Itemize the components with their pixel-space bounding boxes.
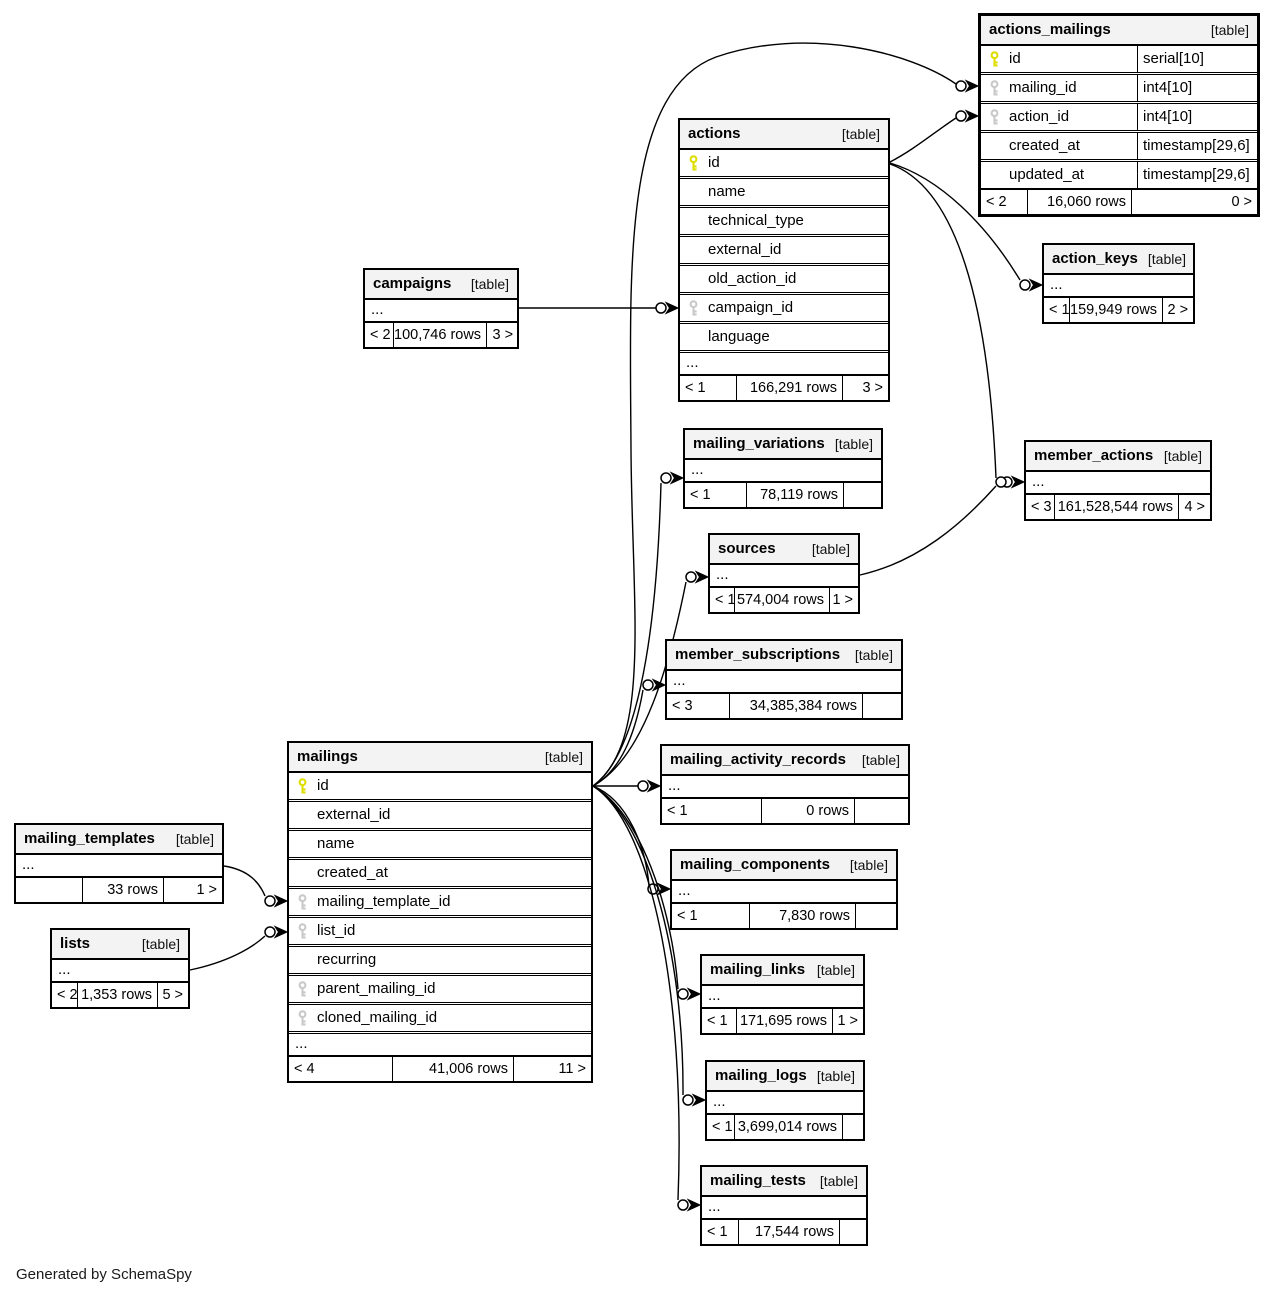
primary-key-icon bbox=[981, 46, 1007, 72]
footer-children-count bbox=[843, 1115, 863, 1139]
column-type: int4[10] bbox=[1137, 104, 1257, 130]
table-header-mailing_links[interactable] bbox=[702, 956, 863, 986]
column-type: int4[10] bbox=[1137, 75, 1257, 101]
column-name: created_at bbox=[1009, 137, 1080, 154]
ellipsis-row: ... bbox=[1050, 276, 1063, 293]
table-header-mailing_components[interactable] bbox=[672, 851, 896, 881]
column-row-id bbox=[289, 773, 591, 799]
table-footer bbox=[981, 188, 1257, 214]
column-row-name bbox=[289, 828, 591, 857]
ellipsis-row: ... bbox=[289, 1031, 591, 1055]
table-tag: [table] bbox=[1163, 448, 1202, 464]
column-row-campaign_id bbox=[680, 292, 888, 321]
table-footer bbox=[1044, 296, 1193, 322]
footer-children-count: 5 > bbox=[162, 987, 183, 1003]
table-header-sources[interactable] bbox=[710, 535, 858, 565]
footer-parents-count: < 3 bbox=[1026, 495, 1055, 519]
footer-children-count bbox=[840, 1220, 866, 1244]
column-row-id bbox=[981, 46, 1257, 72]
footer-parents-count: < 1 bbox=[710, 588, 735, 612]
key-spacer bbox=[981, 162, 1007, 188]
table-header-lists[interactable] bbox=[52, 930, 188, 960]
ellipsis-row: ... bbox=[22, 856, 35, 873]
footer-children-count: 2 > bbox=[1167, 302, 1189, 318]
footer-row-count: 7,830 rows bbox=[750, 904, 856, 928]
table-footer bbox=[365, 321, 517, 347]
footer-row-count: 17,544 rows bbox=[739, 1220, 840, 1244]
footer-children-count: 4 > bbox=[1184, 499, 1205, 515]
footer-children-count bbox=[856, 904, 896, 928]
column-type: timestamp[29,6] bbox=[1137, 133, 1257, 159]
footer-parents-count: < 1 bbox=[680, 376, 737, 400]
footer-row-count: 161,528,544 rows bbox=[1055, 495, 1179, 519]
footer-parents-count: < 2 bbox=[52, 983, 78, 1007]
column-name: action_id bbox=[1009, 108, 1070, 125]
table-footer bbox=[16, 876, 222, 902]
footer-children-count bbox=[855, 799, 908, 823]
column-name: external_id bbox=[317, 806, 391, 823]
table-tag: [table] bbox=[141, 936, 180, 952]
footer-row-count: 78,119 rows bbox=[747, 483, 844, 507]
column-name: mailing_id bbox=[1009, 79, 1077, 96]
edge-mailings.id--mailing_variations bbox=[593, 473, 683, 787]
footer-parents-count: < 4 bbox=[289, 1057, 393, 1081]
table-footer bbox=[680, 374, 888, 400]
key-spacer bbox=[680, 237, 706, 263]
column-name: list_id bbox=[317, 922, 356, 939]
column-row-language bbox=[680, 321, 888, 350]
table-name: lists bbox=[60, 935, 91, 952]
edge-mailings.id--member_subscriptions bbox=[593, 680, 665, 787]
ellipsis-row: ... bbox=[691, 461, 704, 478]
table-footer bbox=[707, 1113, 863, 1139]
table-mailing_tests[interactable] bbox=[700, 1165, 868, 1246]
foreign-key-icon bbox=[289, 976, 315, 1002]
footer-row-count: 3,699,014 rows bbox=[735, 1115, 843, 1139]
foreign-key-icon bbox=[680, 295, 706, 321]
table-footer bbox=[1026, 493, 1210, 519]
column-row-list_id bbox=[289, 915, 591, 944]
column-name: name bbox=[708, 183, 746, 200]
key-spacer bbox=[680, 266, 706, 292]
footer-children-count: 1 > bbox=[837, 1013, 858, 1029]
edge-campaigns--actions.campaign_id bbox=[519, 303, 678, 314]
column-name: created_at bbox=[317, 864, 388, 881]
table-action_keys[interactable] bbox=[1042, 243, 1195, 324]
table-name: mailing_variations bbox=[693, 435, 825, 452]
table-tag: [table] bbox=[841, 126, 880, 142]
primary-key-icon bbox=[289, 773, 315, 799]
footer-parents-count: < 1 bbox=[702, 1220, 739, 1244]
footer-row-count: 1,353 rows bbox=[78, 983, 158, 1007]
ellipsis-row: ... bbox=[1032, 473, 1045, 490]
edge-mailing_templates--mailings.mailing_template_id bbox=[224, 866, 287, 907]
table-header-mailing_tests[interactable] bbox=[702, 1167, 866, 1197]
column-row-technical_type bbox=[680, 205, 888, 234]
table-name: action_keys bbox=[1052, 250, 1138, 267]
column-type: timestamp[29,6] bbox=[1137, 162, 1257, 188]
column-row-external_id bbox=[680, 234, 888, 263]
table-footer bbox=[667, 692, 901, 718]
table-header-member_actions[interactable] bbox=[1026, 442, 1210, 472]
table-name: mailing_tests bbox=[710, 1172, 806, 1189]
footer-children-count: 1 > bbox=[832, 592, 853, 608]
table-header-actions[interactable] bbox=[680, 120, 888, 150]
footer-row-count: 166,291 rows bbox=[737, 376, 843, 400]
table-name: mailing_templates bbox=[24, 830, 155, 847]
column-name: updated_at bbox=[1009, 166, 1085, 183]
table-header-campaigns[interactable] bbox=[365, 270, 517, 300]
key-spacer bbox=[680, 179, 706, 205]
key-spacer bbox=[289, 947, 315, 973]
edge-mailings.id--mailing_activity_records bbox=[593, 781, 660, 792]
column-name: campaign_id bbox=[708, 299, 794, 316]
primary-key-icon bbox=[680, 150, 706, 176]
edge-mailings.id--mailing_logs bbox=[593, 786, 705, 1106]
table-footer bbox=[710, 586, 858, 612]
ellipsis-row: ... bbox=[58, 961, 71, 978]
key-spacer bbox=[289, 802, 315, 828]
column-row-external_id bbox=[289, 799, 591, 828]
footer-parents-count: < 1 bbox=[1044, 298, 1070, 322]
generated-by-note: Generated by SchemaSpy bbox=[16, 1266, 192, 1283]
table-tag: [table] bbox=[819, 1173, 858, 1189]
table-tag: [table] bbox=[849, 857, 888, 873]
foreign-key-icon bbox=[981, 75, 1007, 101]
table-footer bbox=[672, 902, 896, 928]
table-header-mailings[interactable] bbox=[289, 743, 591, 773]
table-footer bbox=[702, 1007, 863, 1033]
key-spacer bbox=[680, 324, 706, 350]
table-header-actions_mailings[interactable] bbox=[981, 16, 1257, 46]
footer-parents-count: < 1 bbox=[702, 1009, 737, 1033]
table-name: mailing_links bbox=[710, 961, 806, 978]
table-name: mailing_activity_records bbox=[670, 751, 846, 768]
edge-mailings.id--mailing_components bbox=[593, 786, 670, 895]
table-tag: [table] bbox=[811, 541, 850, 557]
foreign-key-icon bbox=[289, 918, 315, 944]
ellipsis-row: ... bbox=[680, 350, 888, 374]
table-tag: [table] bbox=[861, 752, 900, 768]
table-footer bbox=[52, 981, 188, 1007]
edge-actions.id--actions_mailings.action_id bbox=[890, 111, 978, 163]
table-mailing_components[interactable] bbox=[670, 849, 898, 930]
column-name: parent_mailing_id bbox=[317, 980, 436, 997]
column-name: name bbox=[317, 835, 355, 852]
column-name: mailing_template_id bbox=[317, 893, 451, 910]
column-row-recurring bbox=[289, 944, 591, 973]
column-name: id bbox=[708, 154, 720, 171]
footer-row-count: 41,006 rows bbox=[393, 1057, 514, 1081]
footer-children-count: 3 > bbox=[492, 327, 514, 343]
table-mailing_templates[interactable] bbox=[14, 823, 224, 904]
column-name: id bbox=[317, 777, 329, 794]
table-tag: [table] bbox=[175, 831, 214, 847]
ellipsis-row: ... bbox=[371, 301, 384, 318]
footer-row-count: 171,695 rows bbox=[737, 1009, 833, 1033]
foreign-key-icon bbox=[289, 889, 315, 915]
edge-lists--mailings.list_id bbox=[190, 927, 287, 971]
ellipsis-row: ... bbox=[708, 1198, 721, 1215]
table-member_subscriptions[interactable] bbox=[665, 639, 903, 720]
table-footer bbox=[289, 1055, 591, 1081]
table-lists[interactable] bbox=[50, 928, 190, 1009]
table-mailing_logs[interactable] bbox=[705, 1060, 865, 1141]
foreign-key-icon bbox=[289, 1005, 315, 1031]
table-actions_mailings[interactable] bbox=[978, 13, 1260, 217]
column-name: old_action_id bbox=[708, 270, 797, 287]
table-member_actions[interactable] bbox=[1024, 440, 1212, 521]
table-campaigns[interactable] bbox=[363, 268, 519, 349]
table-actions[interactable] bbox=[678, 118, 890, 402]
footer-parents-count: < 2 bbox=[981, 190, 1028, 214]
column-row-created_at bbox=[981, 130, 1257, 159]
footer-parents-count: < 1 bbox=[685, 483, 747, 507]
ellipsis-row: ... bbox=[668, 777, 681, 794]
column-name: technical_type bbox=[708, 212, 804, 229]
table-tag: [table] bbox=[470, 276, 509, 292]
footer-parents-count: < 2 bbox=[365, 323, 394, 347]
table-footer bbox=[685, 481, 881, 507]
key-spacer bbox=[289, 860, 315, 886]
ellipsis-row: ... bbox=[678, 882, 691, 899]
footer-parents-count: < 1 bbox=[672, 904, 750, 928]
table-mailing_variations[interactable] bbox=[683, 428, 883, 509]
table-mailing_activity_records[interactable] bbox=[660, 744, 910, 825]
footer-children-count: 3 > bbox=[862, 380, 883, 396]
table-tag: [table] bbox=[816, 1068, 855, 1084]
table-sources[interactable] bbox=[708, 533, 860, 614]
key-spacer bbox=[680, 208, 706, 234]
table-name: actions bbox=[688, 125, 741, 142]
table-header-mailing_variations[interactable] bbox=[685, 430, 881, 460]
column-row-old_action_id bbox=[680, 263, 888, 292]
table-mailing_links[interactable] bbox=[700, 954, 865, 1035]
table-mailings[interactable] bbox=[287, 741, 593, 1083]
table-header-member_subscriptions[interactable] bbox=[667, 641, 901, 671]
footer-children-count: 0 > bbox=[1231, 194, 1252, 210]
footer-row-count: 574,004 rows bbox=[735, 588, 830, 612]
column-row-parent_mailing_id bbox=[289, 973, 591, 1002]
column-name: id bbox=[1009, 50, 1021, 67]
table-header-mailing_logs[interactable] bbox=[707, 1062, 863, 1092]
column-row-cloned_mailing_id bbox=[289, 1002, 591, 1031]
footer-children-count: 1 > bbox=[196, 882, 217, 898]
footer-row-count: 100,746 rows bbox=[394, 323, 487, 347]
table-header-action_keys[interactable] bbox=[1044, 245, 1193, 275]
column-name: cloned_mailing_id bbox=[317, 1009, 438, 1026]
table-tag: [table] bbox=[1210, 22, 1249, 38]
table-tag: [table] bbox=[834, 436, 873, 452]
footer-row-count: 16,060 rows bbox=[1028, 190, 1132, 214]
column-row-mailing_template_id bbox=[289, 886, 591, 915]
table-name: member_subscriptions bbox=[675, 646, 841, 663]
ellipsis-row: ... bbox=[716, 566, 729, 583]
table-name: mailings bbox=[297, 748, 358, 765]
ellipsis-row: ... bbox=[673, 672, 686, 689]
table-footer bbox=[702, 1218, 866, 1244]
column-row-mailing_id bbox=[981, 72, 1257, 101]
column-row-action_id bbox=[981, 101, 1257, 130]
footer-children-count bbox=[863, 694, 901, 718]
footer-parents-count: < 1 bbox=[707, 1115, 735, 1139]
column-row-created_at bbox=[289, 857, 591, 886]
table-name: mailing_logs bbox=[715, 1067, 807, 1084]
table-name: mailing_components bbox=[680, 856, 831, 873]
footer-row-count: 34,385,384 rows bbox=[730, 694, 863, 718]
column-name: external_id bbox=[708, 241, 782, 258]
column-name: recurring bbox=[317, 951, 377, 968]
footer-row-count: 33 rows bbox=[83, 878, 164, 902]
footer-children-count bbox=[844, 483, 881, 507]
column-type: serial[10] bbox=[1137, 46, 1257, 72]
table-name: actions_mailings bbox=[989, 21, 1111, 38]
table-header-mailing_activity_records[interactable] bbox=[662, 746, 908, 776]
column-name: language bbox=[708, 328, 770, 345]
table-tag: [table] bbox=[816, 962, 855, 978]
ellipsis-row: ... bbox=[708, 987, 721, 1004]
foreign-key-icon bbox=[981, 104, 1007, 130]
column-row-id bbox=[680, 150, 888, 176]
ellipsis-row: ... bbox=[713, 1093, 726, 1110]
footer-row-count: 0 rows bbox=[762, 799, 855, 823]
table-name: campaigns bbox=[373, 275, 452, 292]
table-tag: [table] bbox=[1147, 251, 1187, 267]
key-spacer bbox=[981, 133, 1007, 159]
column-row-updated_at bbox=[981, 159, 1257, 188]
key-spacer bbox=[289, 831, 315, 857]
table-name: sources bbox=[718, 540, 776, 557]
column-row-name bbox=[680, 176, 888, 205]
table-footer bbox=[662, 797, 908, 823]
footer-row-count: 159,949 rows bbox=[1070, 298, 1163, 322]
footer-parents-count: < 1 bbox=[662, 799, 762, 823]
table-header-mailing_templates[interactable] bbox=[16, 825, 222, 855]
footer-parents-count bbox=[16, 878, 83, 902]
table-tag: [table] bbox=[854, 647, 893, 663]
table-tag: [table] bbox=[544, 749, 583, 765]
footer-children-count: 11 > bbox=[558, 1061, 586, 1077]
table-name: member_actions bbox=[1034, 447, 1154, 464]
footer-parents-count: < 3 bbox=[667, 694, 730, 718]
